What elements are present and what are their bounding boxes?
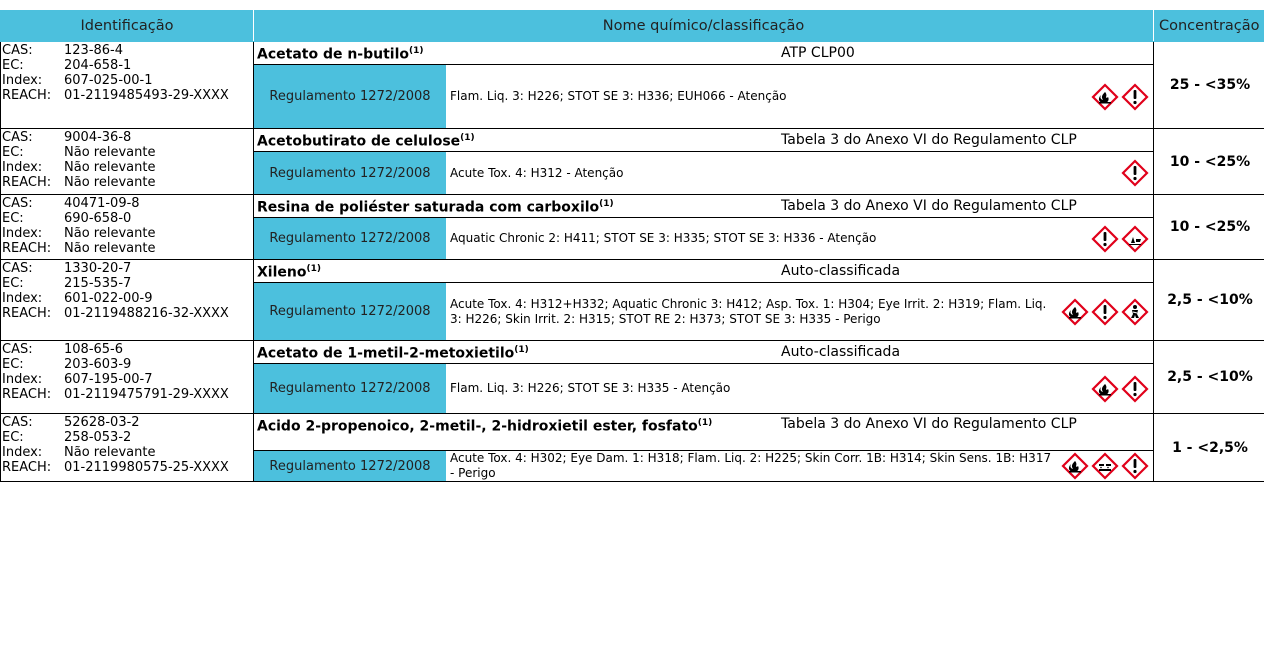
footnote-ref: (1) [306,264,321,275]
identification-cell [1,129,254,195]
regulation-label: Regulamento 1272/2008 [254,152,446,194]
environment-icon [1121,225,1149,253]
id-cas-value: 52628-03-2 [64,415,140,430]
id-cas [2,43,253,58]
header-identification: Identificação [1,11,254,42]
id-ec [2,211,253,226]
id-ec [2,357,253,372]
substance-name [254,196,777,216]
flame-icon [1061,452,1089,480]
chemical-cell [254,195,1154,260]
id-reach [2,306,253,321]
hazard-statements: Acute Tox. 4: H312 - Atenção [450,165,624,180]
substance-name [254,130,777,150]
concentration-cell: 2,5 - <10% [1154,260,1264,341]
regulation-label: Regulamento 1272/2008 [254,218,446,259]
id-index [2,160,253,175]
id-reach [2,175,253,190]
id-reach-value: 01-2119488216-32-XXXX [64,306,229,321]
id-index [2,291,253,306]
id-reach [2,88,253,103]
id-cas [2,130,253,145]
exclamation-icon [1091,298,1119,326]
identification-cell [1,195,254,260]
substance-header [254,195,1153,218]
id-ec [2,276,253,291]
substance-name-text: Acetato de n-butilo [257,46,410,63]
id-index-value: 607-195-00-7 [64,372,153,387]
concentration-cell: 1 - <2,5% [1154,414,1264,482]
id-cas-value: 9004-36-8 [64,130,132,145]
id-index-value: Não relevante [64,226,156,241]
id-index-value: Não relevante [64,445,156,460]
table-row [1,129,1264,195]
id-cas [2,415,253,430]
id-index [2,73,253,88]
id-cas [2,196,253,211]
classification-source: Auto-classificada [781,263,901,279]
exclamation-icon [1121,159,1149,187]
id-ec-value: 204-658-1 [64,58,132,73]
chemical-cell [254,341,1154,414]
substance-header [254,414,1153,451]
id-index-label: Index: [2,73,43,88]
classification-source: Tabela 3 do Anexo VI do Regulamento CLP [781,198,1077,214]
substance-name [254,342,777,362]
composition-table [0,10,1264,482]
id-index-label: Index: [2,226,43,241]
id-reach-label: REACH: [2,175,52,190]
id-reach-label: REACH: [2,306,52,321]
top-cut-caption [0,0,1264,9]
substance-name [254,43,777,63]
hazard-statements: Flam. Liq. 3: H226; STOT SE 3: H336; EUH066 - Atenção [450,89,787,103]
concentration-cell: 10 - <25% [1154,195,1264,260]
id-ec-value: Não relevante [64,145,156,160]
id-cas-label: CAS: [2,43,33,58]
id-reach [2,241,253,256]
substance-name-text: Acetobutirato de celulose [257,133,461,150]
table-row [1,341,1264,414]
table-row [1,260,1264,341]
id-cas-label: CAS: [2,261,33,276]
table-row [1,195,1264,260]
substance-name [254,261,777,281]
id-index-value: Não relevante [64,160,156,175]
chemical-cell [254,260,1154,341]
chemical-cell [254,414,1154,482]
regulation-row [254,364,1153,413]
concentration-cell: 2,5 - <10% [1154,341,1264,414]
id-cas-label: CAS: [2,196,33,211]
id-ec-value: 215-535-7 [64,276,132,291]
table-header [1,11,1264,42]
flame-icon [1061,298,1089,326]
regulation-row [254,283,1153,340]
flame-icon [1091,83,1119,111]
id-reach [2,460,253,475]
regulation-label: Regulamento 1272/2008 [254,364,446,413]
substance-name-text: Acetato de 1-metil-2-metoxietilo [257,345,515,362]
id-ec-label: EC: [2,430,24,445]
pictograms [1121,152,1153,194]
regulation-row [254,451,1153,481]
id-index-label: Index: [2,160,43,175]
id-cas [2,342,253,357]
footnote-ref: (1) [599,199,614,210]
id-ec-label: EC: [2,145,24,160]
id-cas-value: 123-86-4 [64,43,124,58]
classification-source: Auto-classificada [781,344,901,360]
exclamation-icon [1121,83,1149,111]
footnote-ref: (1) [697,418,713,428]
id-index-value: 601-022-00-9 [64,291,153,306]
id-ec [2,430,253,445]
id-cas-value: 108-65-6 [64,342,124,357]
hazard-statements: Flam. Liq. 3: H226; STOT SE 3: H335 - Atenção [450,381,731,395]
regulation-label: Regulamento 1272/2008 [254,283,446,340]
pictograms [1061,451,1153,481]
id-reach-value: 01-2119485493-29-XXXX [64,88,229,103]
id-reach-label: REACH: [2,460,52,475]
id-ec-label: EC: [2,276,24,291]
id-reach-value: Não relevante [64,175,156,190]
id-reach-label: REACH: [2,387,52,402]
identification-cell [1,341,254,414]
hazard-statements: Acute Tox. 4: H312+H332; Aquatic Chronic 3: H412; Asp. Tox. 1: H304; Eye Irrit. 2: H319; Flam. Liq. 3: H226; Skin Irrit. 2: H315; STOT RE 2: H373; STOT SE 3: H335 - Perigo [450,296,1047,326]
substance-name-text: Xileno [257,264,307,281]
substance-header [254,260,1153,283]
hazard-statements: Aquatic Chronic 2: H411; STOT SE 3: H335; STOT SE 3: H336 - Atenção [450,231,877,245]
id-reach-label: REACH: [2,241,52,256]
classification-source: Tabela 3 do Anexo VI do Regulamento CLP [781,416,1077,432]
exclamation-icon [1121,375,1149,403]
pictograms [1091,218,1153,259]
table-row [1,414,1264,482]
substance-header [254,42,1153,65]
substance-name-text: Resina de poliéster saturada com carboxilo [257,199,600,216]
regulation-row [254,152,1153,194]
id-ec-value: 258-053-2 [64,430,132,445]
id-reach-value: 01-2119980575-25-XXXX [64,460,229,475]
substance-name [254,414,777,435]
concentration-cell: 25 - <35% [1154,42,1264,129]
id-cas-value: 40471-09-8 [64,196,140,211]
header-concentration: Concentração [1154,11,1264,42]
id-cas-label: CAS: [2,342,33,357]
concentration-cell: 10 - <25% [1154,129,1264,195]
footnote-ref: (1) [460,133,475,144]
regulation-row [254,65,1153,128]
identification-cell [1,42,254,129]
regulation-label: Regulamento 1272/2008 [254,451,446,481]
substance-header [254,341,1153,364]
id-index [2,372,253,387]
id-reach-value: Não relevante [64,241,156,256]
id-ec-value: 203-603-9 [64,357,132,372]
id-ec-label: EC: [2,211,24,226]
id-cas-value: 1330-20-7 [64,261,132,276]
corrosion-icon [1091,452,1119,480]
id-cas-label: CAS: [2,130,33,145]
health-hazard-icon [1121,298,1149,326]
id-index [2,445,253,460]
substance-name-text: Acido 2-propenoico, 2-metil-, 2-hidroxietil ester, fosfato [257,418,698,435]
flame-icon [1091,375,1119,403]
table-row [1,42,1264,129]
id-reach-value: 01-2119475791-29-XXXX [64,387,229,402]
classification-source: Tabela 3 do Anexo VI do Regulamento CLP [781,132,1077,148]
id-ec-label: EC: [2,357,24,372]
substance-header [254,129,1153,152]
id-index [2,226,253,241]
pictograms [1061,283,1153,340]
regulation-row [254,218,1153,259]
pictograms [1091,364,1153,413]
id-reach [2,387,253,402]
id-index-label: Index: [2,372,43,387]
id-ec [2,145,253,160]
id-ec-label: EC: [2,58,24,73]
pictograms [1091,65,1153,128]
footnote-ref: (1) [409,46,424,57]
chemical-cell [254,42,1154,129]
id-index-label: Index: [2,291,43,306]
chemical-cell [254,129,1154,195]
exclamation-icon [1121,452,1149,480]
header-chemical-name: Nome químico/classificação [254,11,1154,42]
id-index-value: 607-025-00-1 [64,73,153,88]
id-ec-value: 690-658-0 [64,211,132,226]
id-cas-label: CAS: [2,415,33,430]
id-ec [2,58,253,73]
identification-cell [1,414,254,482]
exclamation-icon [1091,225,1119,253]
identification-cell [1,260,254,341]
id-index-label: Index: [2,445,43,460]
id-reach-label: REACH: [2,88,52,103]
classification-source: ATP CLP00 [781,45,855,61]
id-cas [2,261,253,276]
hazard-statements: Acute Tox. 4: H302; Eye Dam. 1: H318; Flam. Liq. 2: H225; Skin Corr. 1B: H314; Skin Sens. 1B: H317 - Perigo [450,451,1052,480]
footnote-ref: (1) [514,345,529,356]
regulation-label: Regulamento 1272/2008 [254,65,446,128]
